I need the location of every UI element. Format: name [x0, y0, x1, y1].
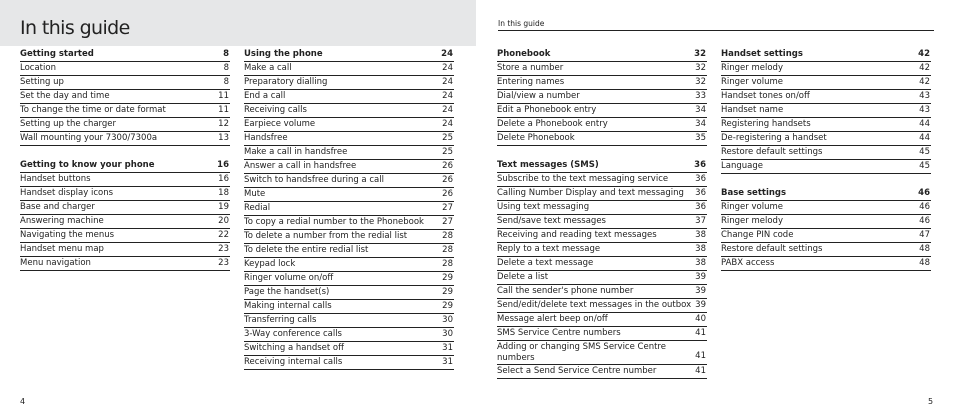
toc-entry-page: 19 — [218, 202, 229, 212]
toc-entry[interactable] — [497, 104, 707, 118]
toc-entry-page: 30 — [442, 315, 453, 325]
toc-entry-page: 29 — [442, 273, 453, 283]
toc-entry-page: 34 — [695, 105, 706, 115]
toc-column-4 — [721, 48, 931, 284]
toc-entry-label: Adding or changing SMS Service Centre numbers — [497, 342, 666, 363]
toc-section — [20, 48, 230, 146]
toc-entry-page: 35 — [695, 133, 706, 143]
toc-entry-page: 24 — [442, 105, 453, 115]
toc-section — [497, 48, 707, 146]
page-title: In this guide — [20, 17, 130, 39]
toc-entry[interactable] — [20, 90, 230, 104]
toc-entry-page: 37 — [695, 216, 706, 226]
toc-entry-page: 22 — [218, 230, 229, 240]
toc-entry-page: 18 — [218, 188, 229, 198]
toc-entry-page: 43 — [919, 91, 930, 101]
toc-entry[interactable] — [721, 146, 931, 160]
toc-entry[interactable] — [721, 160, 931, 174]
toc-section-heading[interactable] — [20, 48, 230, 62]
toc-column-3 — [497, 48, 707, 392]
toc-entry[interactable] — [721, 118, 931, 132]
toc-section-heading[interactable] — [497, 159, 707, 173]
toc-entry-label: Send/save text messages — [497, 216, 606, 226]
page-number-left: 4 — [20, 397, 26, 406]
toc-heading-label: Getting started — [20, 49, 94, 59]
toc-entry-page: 31 — [442, 343, 453, 353]
toc-entry[interactable] — [497, 173, 707, 187]
toc-section-heading[interactable] — [721, 48, 931, 62]
toc-section-heading[interactable] — [244, 48, 454, 62]
toc-entry-label: Entering names — [497, 77, 565, 87]
toc-entry[interactable] — [244, 286, 454, 300]
toc-entry-page: 47 — [919, 230, 930, 240]
toc-entry[interactable] — [497, 62, 707, 76]
toc-entry-label: Receiving and reading text messages — [497, 230, 657, 240]
toc-entry[interactable] — [721, 243, 931, 257]
toc-entry[interactable] — [497, 299, 707, 313]
toc-entry-page: 29 — [442, 301, 453, 311]
toc-entry-label: Keypad lock — [244, 259, 296, 269]
toc-entry[interactable] — [20, 187, 230, 201]
toc-entry-page: 16 — [218, 174, 229, 184]
toc-entry[interactable] — [20, 132, 230, 146]
toc-entry-label: Handset menu map — [20, 244, 104, 254]
toc-entry-page: 29 — [442, 287, 453, 297]
toc-entry-label: Reply to a text message — [497, 244, 601, 254]
toc-heading-page: 46 — [918, 188, 930, 198]
toc-entry-label: Location — [20, 63, 56, 73]
toc-entry-page: 44 — [919, 133, 930, 143]
toc-entry-page: 34 — [695, 119, 706, 129]
toc-entry[interactable] — [244, 328, 454, 342]
toc-entry[interactable] — [244, 244, 454, 258]
toc-entry-page: 45 — [919, 161, 930, 171]
toc-entry[interactable] — [20, 173, 230, 187]
toc-entry-label: Handset buttons — [20, 174, 91, 184]
toc-entry-page: 40 — [695, 314, 706, 324]
toc-entry-label: Message alert beep on/off — [497, 314, 608, 324]
toc-entry-label: Base and charger — [20, 202, 95, 212]
toc-column-2 — [244, 48, 454, 383]
toc-section — [497, 159, 707, 379]
toc-entry-page: 48 — [919, 258, 930, 268]
toc-entry-page: 24 — [442, 119, 453, 129]
toc-entry[interactable] — [497, 271, 707, 285]
toc-entry-page: 25 — [442, 133, 453, 143]
toc-entry[interactable] — [244, 258, 454, 272]
toc-entry-label: Make a call in handsfree — [244, 147, 348, 157]
toc-entry-page: 32 — [695, 63, 706, 73]
toc-entry-label: Making internal calls — [244, 301, 332, 311]
toc-entry-label: Registering handsets — [721, 119, 811, 129]
toc-entry-label: Navigating the menus — [20, 230, 115, 240]
toc-entry[interactable] — [244, 118, 454, 132]
toc-section — [244, 48, 454, 370]
toc-entry-label: Handset display icons — [20, 188, 114, 198]
toc-entry-label: Earpiece volume — [244, 119, 316, 129]
toc-heading-label: Base settings — [721, 188, 787, 198]
toc-entry[interactable] — [244, 356, 454, 370]
toc-entry-page: 44 — [919, 119, 930, 129]
toc-section — [721, 48, 931, 174]
toc-entry-label: Redial — [244, 203, 271, 213]
toc-heading-label: Handset settings — [721, 49, 803, 59]
toc-entry-page: 27 — [442, 203, 453, 213]
toc-entry-label: Switching a handset off — [244, 343, 344, 353]
toc-entry[interactable] — [497, 341, 707, 365]
toc-entry[interactable] — [497, 90, 707, 104]
toc-entry-label: Preparatory dialling — [244, 77, 328, 87]
toc-entry-page: 36 — [695, 174, 706, 184]
toc-entry[interactable] — [497, 187, 707, 201]
toc-entry[interactable] — [20, 215, 230, 229]
toc-entry[interactable] — [244, 160, 454, 174]
toc-entry-page: 28 — [442, 245, 453, 255]
toc-entry[interactable] — [721, 132, 931, 146]
toc-entry-page: 43 — [919, 105, 930, 115]
toc-entry-label: Handset name — [721, 105, 784, 115]
toc-entry-page: 39 — [695, 300, 706, 310]
toc-entry-label: Wall mounting your 7300/7300a — [20, 133, 158, 143]
toc-entry-page: 26 — [442, 161, 453, 171]
toc-entry-page: 27 — [442, 217, 453, 227]
toc-section-heading[interactable] — [20, 159, 230, 173]
toc-entry-label: Delete a Phonebook entry — [497, 119, 608, 129]
toc-entry[interactable] — [244, 202, 454, 216]
toc-entry-page: 28 — [442, 259, 453, 269]
toc-entry-page: 48 — [919, 244, 930, 254]
toc-entry-page: 45 — [919, 147, 930, 157]
toc-entry-label: Language — [721, 161, 763, 171]
toc-entry-label: Store a number — [497, 63, 564, 73]
toc-entry[interactable] — [721, 215, 931, 229]
toc-entry[interactable] — [20, 201, 230, 215]
toc-entry-page: 30 — [442, 329, 453, 339]
toc-entry[interactable] — [244, 76, 454, 90]
toc-entry-page: 36 — [695, 202, 706, 212]
toc-entry-page: 33 — [695, 91, 706, 101]
toc-entry-page: 41 — [695, 328, 706, 338]
toc-entry[interactable] — [721, 76, 931, 90]
toc-entry-label: Change PIN code — [721, 230, 794, 240]
toc-entry-label: Restore default settings — [721, 147, 823, 157]
toc-entry[interactable] — [20, 76, 230, 90]
toc-entry[interactable] — [244, 272, 454, 286]
toc-heading-page: 32 — [694, 49, 706, 59]
toc-entry[interactable] — [244, 104, 454, 118]
toc-entry-page: 41 — [695, 366, 706, 376]
toc-entry-label: Calling Number Display and text messaging — [497, 188, 684, 198]
running-head: In this guide — [498, 19, 545, 28]
toc-entry-label: Set the day and time — [20, 91, 110, 101]
toc-entry[interactable] — [244, 62, 454, 76]
toc-heading-label: Using the phone — [244, 49, 323, 59]
toc-entry-page: 28 — [442, 231, 453, 241]
toc-entry-page: 23 — [218, 244, 229, 254]
toc-entry[interactable] — [497, 327, 707, 341]
toc-entry-label: Ringer volume — [721, 202, 783, 212]
toc-entry-label: Transferring calls — [244, 315, 317, 325]
toc-entry[interactable] — [20, 104, 230, 118]
toc-entry-page: 26 — [442, 189, 453, 199]
toc-entry-label: Using text messaging — [497, 202, 590, 212]
toc-heading-page: 42 — [918, 49, 930, 59]
toc-entry[interactable] — [721, 201, 931, 215]
toc-entry-page: 23 — [218, 258, 229, 268]
toc-section-heading[interactable] — [721, 187, 931, 201]
toc-entry-page: 41 — [695, 351, 706, 361]
toc-heading-page: 8 — [223, 49, 229, 59]
toc-entry-label: SMS Service Centre numbers — [497, 328, 621, 338]
toc-entry[interactable] — [497, 257, 707, 271]
toc-entry[interactable] — [20, 229, 230, 243]
toc-entry-page: 31 — [442, 357, 453, 367]
toc-entry-label: Subscribe to the text messaging service — [497, 174, 669, 184]
toc-entry-label: Ringer volume on/off — [244, 273, 334, 283]
toc-entry-page: 11 — [218, 105, 229, 115]
toc-section — [20, 159, 230, 271]
toc-entry-label: Menu navigation — [20, 258, 91, 268]
toc-entry[interactable] — [497, 243, 707, 257]
toc-entry[interactable] — [497, 215, 707, 229]
toc-entry-label: Delete a text message — [497, 258, 594, 268]
toc-heading-page: 36 — [694, 160, 706, 170]
toc-entry[interactable] — [244, 90, 454, 104]
toc-entry[interactable] — [244, 300, 454, 314]
toc-entry-label: Receiving internal calls — [244, 357, 343, 367]
toc-entry-label: Dial/view a number — [497, 91, 580, 101]
toc-entry[interactable] — [244, 132, 454, 146]
toc-entry-label: Page the handset(s) — [244, 287, 330, 297]
toc-entry-label: Setting up the charger — [20, 119, 117, 129]
toc-entry-label: Make a call — [244, 63, 292, 73]
toc-entry-page: 11 — [218, 91, 229, 101]
toc-entry[interactable] — [20, 62, 230, 76]
toc-entry-page: 25 — [442, 147, 453, 157]
toc-entry-label: End a call — [244, 91, 286, 101]
toc-entry-label: To delete a number from the redial list — [244, 231, 408, 241]
toc-entry-label: 3-Way conference calls — [244, 329, 342, 339]
running-head-rule — [498, 30, 934, 31]
toc-entry-page: 32 — [695, 77, 706, 87]
toc-entry-page: 24 — [442, 63, 453, 73]
toc-entry-page: 42 — [919, 63, 930, 73]
toc-entry-label: Handset tones on/off — [721, 91, 810, 101]
toc-entry[interactable] — [244, 174, 454, 188]
toc-entry[interactable] — [721, 229, 931, 243]
toc-entry[interactable] — [20, 118, 230, 132]
toc-entry-label: To copy a redial number to the Phonebook — [244, 217, 424, 227]
toc-entry-label: To change the time or date format — [20, 105, 166, 115]
toc-entry-page: 13 — [218, 133, 229, 143]
toc-entry-page: 38 — [695, 230, 706, 240]
toc-entry[interactable] — [497, 365, 707, 379]
toc-entry[interactable] — [721, 62, 931, 76]
toc-heading-label: Phonebook — [497, 49, 551, 59]
toc-entry-label: Receiving calls — [244, 105, 307, 115]
toc-entry[interactable] — [244, 146, 454, 160]
toc-entry-page: 8 — [223, 63, 229, 73]
toc-entry-page: 39 — [695, 272, 706, 282]
toc-entry-label: PABX access — [721, 258, 775, 268]
toc-entry-page: 26 — [442, 175, 453, 185]
toc-entry-label: Switch to handsfree during a call — [244, 175, 384, 185]
toc-column-1 — [20, 48, 230, 284]
toc-entry-label: Answering machine — [20, 216, 104, 226]
toc-entry-label: De-registering a handset — [721, 133, 827, 143]
toc-heading-page: 24 — [441, 49, 453, 59]
toc-entry-page: 39 — [695, 286, 706, 296]
toc-entry[interactable] — [244, 342, 454, 356]
page-number-right: 5 — [928, 397, 934, 406]
toc-entry[interactable] — [721, 104, 931, 118]
toc-section — [721, 187, 931, 271]
toc-section-heading[interactable] — [497, 48, 707, 62]
toc-entry[interactable] — [721, 257, 931, 271]
toc-entry[interactable] — [721, 90, 931, 104]
toc-entry-label: Call the sender's phone number — [497, 286, 634, 296]
toc-entry-page: 46 — [919, 216, 930, 226]
toc-entry-label: Mute — [244, 189, 266, 199]
toc-entry-label: To delete the entire redial list — [244, 245, 369, 255]
toc-entry-page: 24 — [442, 77, 453, 87]
toc-entry-page: 38 — [695, 258, 706, 268]
toc-heading-label: Text messages (SMS) — [497, 160, 599, 170]
toc-entry-label: Delete a list — [497, 272, 549, 282]
toc-entry[interactable] — [497, 313, 707, 327]
toc-entry-label: Ringer melody — [721, 63, 783, 73]
toc-entry[interactable] — [497, 229, 707, 243]
toc-entry-page: 38 — [695, 244, 706, 254]
toc-entry-page: 46 — [919, 202, 930, 212]
toc-entry-page: 24 — [442, 91, 453, 101]
toc-entry-label: Ringer melody — [721, 216, 783, 226]
toc-entry-page: 20 — [218, 216, 229, 226]
toc-entry[interactable] — [20, 243, 230, 257]
toc-entry[interactable] — [244, 188, 454, 202]
toc-entry-label: Select a Send Service Centre number — [497, 366, 657, 376]
toc-entry-page: 12 — [218, 119, 229, 129]
toc-heading-page: 16 — [217, 160, 229, 170]
toc-entry-label: Handsfree — [244, 133, 288, 143]
toc-entry-label: Ringer volume — [721, 77, 783, 87]
toc-entry[interactable] — [497, 132, 707, 146]
toc-entry[interactable] — [497, 76, 707, 90]
toc-entry-page: 36 — [695, 188, 706, 198]
toc-entry-label: Setting up — [20, 77, 64, 87]
toc-entry[interactable] — [244, 230, 454, 244]
toc-entry-label: Send/edit/delete text messages in the outbox — [497, 300, 692, 310]
toc-entry[interactable] — [497, 118, 707, 132]
toc-entry[interactable] — [497, 285, 707, 299]
toc-entry-label: Edit a Phonebook entry — [497, 105, 597, 115]
toc-heading-label: Getting to know your phone — [20, 160, 155, 170]
toc-entry[interactable] — [244, 216, 454, 230]
toc-entry-page: 8 — [223, 77, 229, 87]
toc-entry-page: 42 — [919, 77, 930, 87]
toc-entry[interactable] — [497, 201, 707, 215]
toc-entry[interactable] — [20, 257, 230, 271]
toc-entry-label: Delete Phonebook — [497, 133, 575, 143]
toc-entry-label: Restore default settings — [721, 244, 823, 254]
toc-entry-label: Answer a call in handsfree — [244, 161, 357, 171]
toc-entry[interactable] — [244, 314, 454, 328]
